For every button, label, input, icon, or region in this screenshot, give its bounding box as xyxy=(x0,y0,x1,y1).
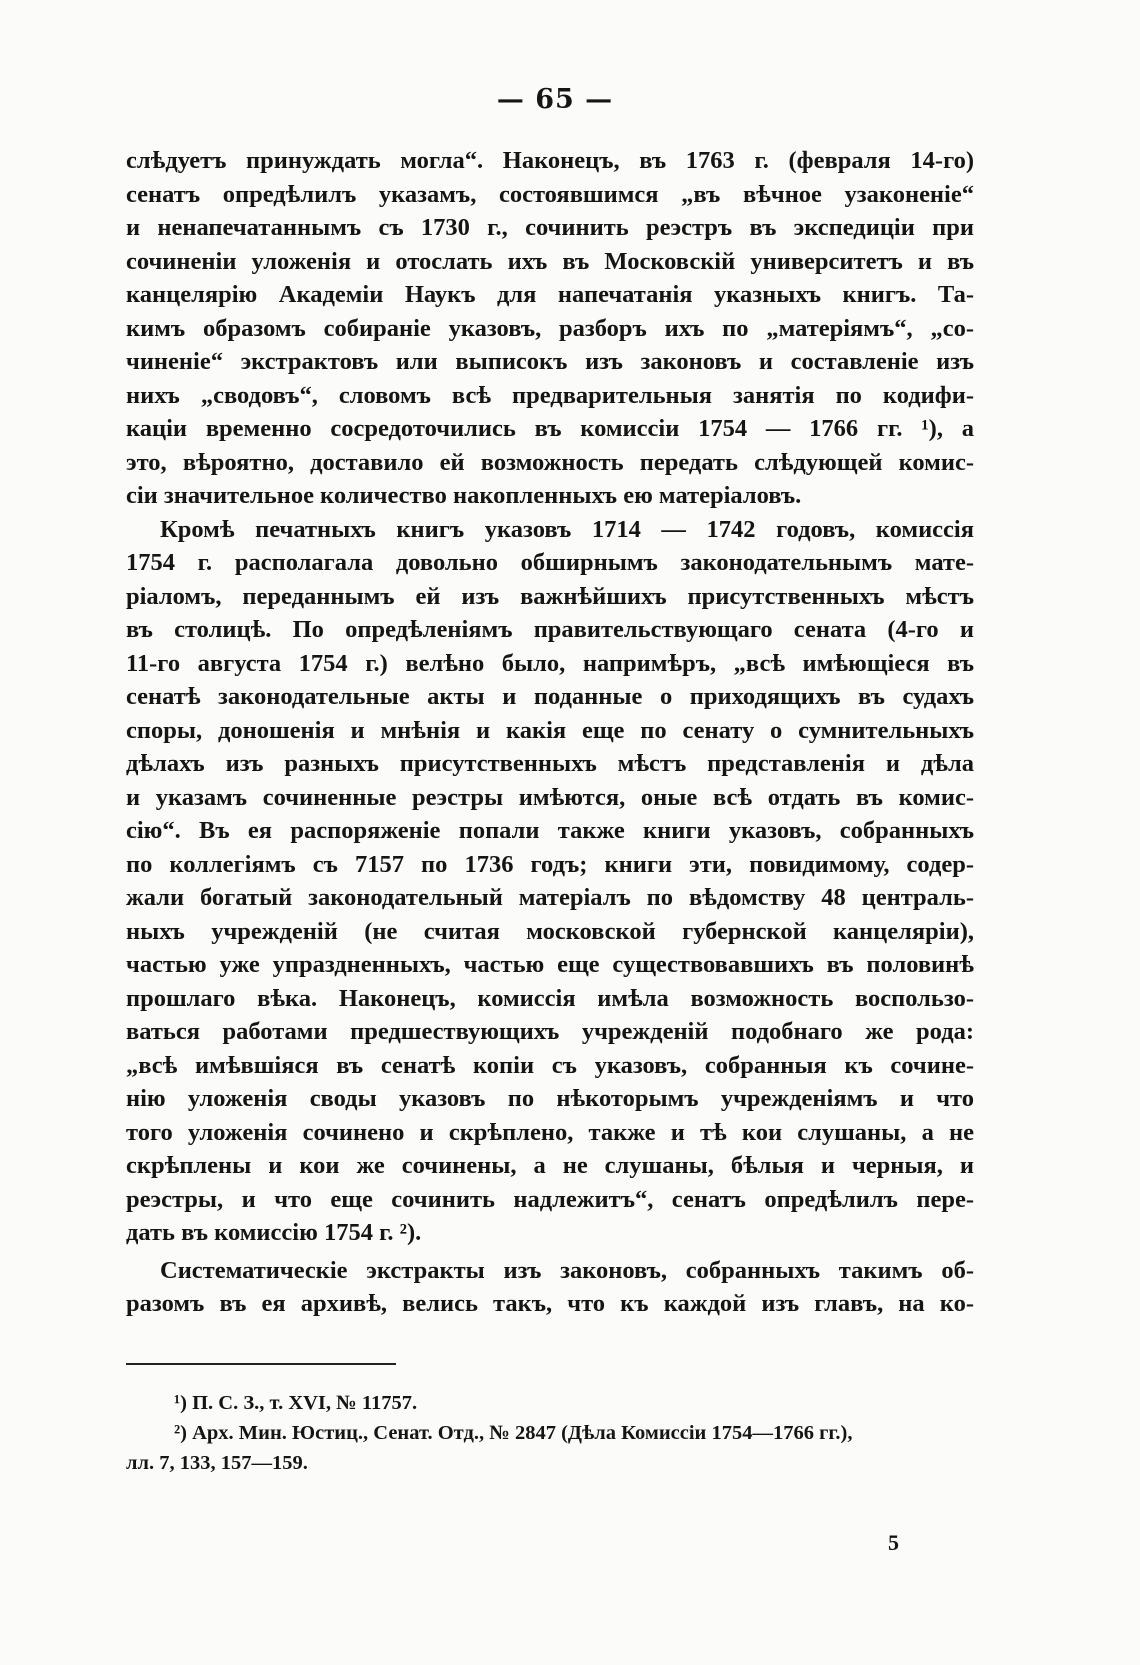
text-line: сію“. Въ ея распоряженіе попали также книги указовъ, собранныхъ xyxy=(126,817,974,844)
footnote-divider xyxy=(126,1363,396,1365)
text-line: реэстры, и что еще сочинить надлежитъ“, сенатъ опредѣлилъ пере- xyxy=(126,1185,974,1213)
text-line: ныхъ учрежденій (не считая московской губернской канцеляріи), xyxy=(126,917,974,945)
text-line: каціи временно сосредоточились въ комиссіи 1754 — 1766 гг. ¹), а xyxy=(126,415,974,442)
text-line: нихъ „сводовъ“, словомъ всѣ предварительныя занятія по кодифи- xyxy=(126,381,974,409)
text-line: того уложенія сочинено и скрѣплено, также и тѣ кои слушаны, а не xyxy=(126,1118,974,1146)
text-line: по коллегіямъ съ 7157 по 1736 годъ; книги эти, повидимому, содер- xyxy=(126,850,974,878)
text-line: кимъ образомъ собираніе указовъ, разборъ ихъ по „матеріямъ“, „со- xyxy=(126,314,974,342)
text-line: и ненапечатаннымъ съ 1730 г., сочинить реэстръ въ экспедиціи при xyxy=(126,214,974,241)
text-line: сіи значительное количество накопленныхъ ею матеріаловъ. xyxy=(126,482,802,509)
text-line: сенатъ опредѣлилъ указамъ, состоявшимся „въ вѣчное узаконеніе“ xyxy=(126,180,974,208)
main-text xyxy=(126,144,974,1321)
text-line: частью уже упраздненныхъ, частью еще существовавшихъ въ половинѣ xyxy=(126,951,974,978)
signature-mark: 5 xyxy=(888,1530,899,1555)
text-line: канцелярію Академіи Наукъ для напечатанія указныхъ книгъ. Та- xyxy=(126,281,974,308)
page-number: — 65 — xyxy=(496,84,614,115)
text-line: дать въ комиссію 1754 г. ²). xyxy=(126,1219,422,1246)
text-line: это, вѣроятно, доставило ей возможность передать слѣдующей комис- xyxy=(126,448,974,476)
text-line: сочиненіи уложенія и отослать ихъ въ Московскій университетъ и въ xyxy=(126,247,974,275)
text-line: дѣлахъ изъ разныхъ присутственныхъ мѣстъ представленія и дѣла xyxy=(126,750,974,777)
text-line: и указамъ сочиненные реэстры имѣются, оные всѣ отдать въ комис- xyxy=(126,783,974,811)
footnote-2-continuation: лл. 7, 133, 157—159. xyxy=(126,1452,308,1474)
text-line: въ столицѣ. По опредѣленіямъ правительствующаго сената (4-го и xyxy=(126,616,974,643)
text-line: 11-го августа 1754 г.) велѣно было, напримѣръ, „всѣ имѣющіеся въ xyxy=(126,649,974,677)
text-line: 1754 г. располагала довольно обширнымъ законодательнымъ мате- xyxy=(126,549,974,576)
text-line: ріаломъ, переданнымъ ей изъ важнѣйшихъ присутственныхъ мѣстъ xyxy=(126,582,974,610)
footnote-2: ²) Арх. Мин. Юстиц., Сенат. Отд., № 2847 (Дѣла Комиссіи 1754—1766 гг.), xyxy=(174,1422,853,1444)
text-line: чиненіе“ экстрактовъ или выписокъ изъ законовъ и составленіе изъ xyxy=(126,348,974,375)
text-line: жали богатый законодательный матеріалъ по вѣдомству 48 централь- xyxy=(126,884,974,911)
text-line: разомъ въ ея архивѣ, велись такъ, что къ каждой изъ главъ, на ко- xyxy=(126,1290,974,1317)
text-line: споры, доношенія и мнѣнія и какія еще по сенату о сумнительныхъ xyxy=(126,716,974,744)
text-line: скрѣплены и кои же сочинены, а не слушаны, бѣлыя и черныя, и xyxy=(126,1152,974,1179)
text-line: Систематическіе экстракты изъ законовъ, собранныхъ такимъ об- xyxy=(160,1256,974,1284)
footnotes xyxy=(126,1388,974,1478)
text-line: слѣдуетъ принуждать могла“. Наконецъ, въ 1763 г. (февраля 14-го) xyxy=(126,147,974,174)
text-line: нію уложенія своды указовъ по нѣкоторымъ учрежденіямъ и что xyxy=(126,1085,974,1112)
text-line: ваться работами предшествующихъ учрежденій подобнаго же рода: xyxy=(126,1018,974,1045)
text-line: прошлаго вѣка. Наконецъ, комиссія имѣла возможность воспользо- xyxy=(126,984,974,1012)
text-line: Кромѣ печатныхъ книгъ указовъ 1714 — 1742 годовъ, комиссія xyxy=(160,515,974,543)
text-line: сенатѣ законодательные акты и поданные о приходящихъ въ судахъ xyxy=(126,683,974,710)
footnote-1: ¹) П. С. З., т. XVI, № 11757. xyxy=(174,1392,418,1414)
text-line: „всѣ имѣвшіяся въ сенатѣ копіи съ указовъ, собранныя къ сочине- xyxy=(126,1051,974,1079)
